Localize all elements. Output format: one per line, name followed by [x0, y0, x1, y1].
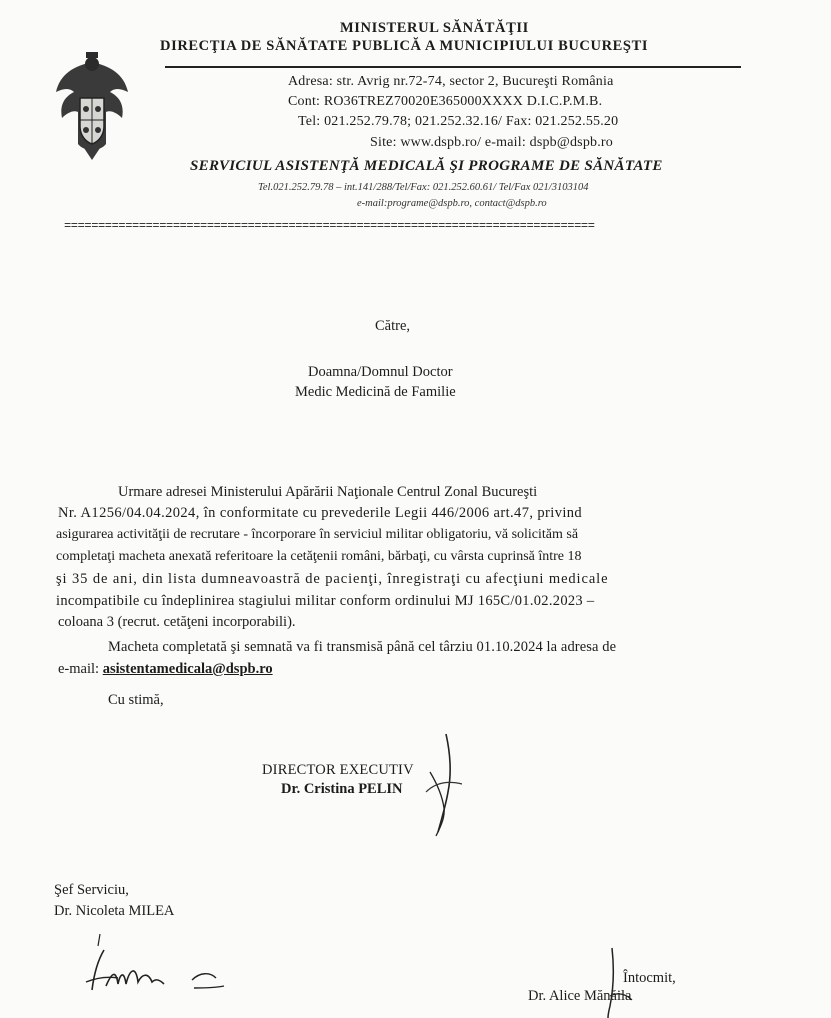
directorate-title: DIRECŢIA DE SĂNĂTATE PUBLICĂ A MUNICIPIULUI BUCUREŞTI — [160, 38, 649, 54]
romania-coat-of-arms-icon — [54, 48, 130, 160]
chief-title: Şef Serviciu, — [54, 882, 129, 898]
body-line: coloana 3 (recrut. cetăţeni incorporabili). — [58, 614, 296, 630]
body-line: Macheta completată şi semnată va fi transmisă până cel târziu 01.10.2024 la adresa de — [108, 639, 617, 655]
drafted-name: Dr. Alice Mănăila — [528, 988, 632, 1004]
bank-account-line: Cont: RO36TREZ70020E365000XXXX D.I.C.P.M.B. — [288, 94, 603, 109]
phone-line: Tel: 021.252.79.78; 021.252.32.16/ Fax: 021.252.55.20 — [298, 114, 619, 129]
chief-name: Dr. Nicoleta MILEA — [54, 903, 175, 919]
email-prefix: e-mail: — [58, 661, 103, 677]
service-title: SERVICIUL ASISTENŢĂ MEDICALĂ ŞI PROGRAME DE SĂNĂTATE — [190, 158, 663, 174]
body-line: şi 35 de ani, din lista dumneavoastră de pacienţi, înregistraţi cu afecţiuni medicale — [56, 571, 609, 587]
body-line: completaţi macheta anexată referitoare la cetăţenii români, bărbaţi, cu vârsta cuprinsă între 18 — [56, 549, 582, 564]
service-phone-line: Tel.021.252.79.78 – int.141/288/Tel/Fax: 021.252.60.61/ Tel/Fax 021/3103104 — [258, 182, 589, 193]
service-email-line: e-mail:programe@dspb.ro, contact@dspb.ro — [357, 198, 547, 209]
body-line: Nr. A1256/04.04.2024, în conformitate cu prevederile Legii 446/2006 art.47, privind — [58, 505, 583, 521]
body-line: Urmare adresei Ministerului Apărării Naţionale Centrul Zonal Bucureşti — [118, 484, 538, 500]
email-link[interactable]: asistentamedicala@dspb.ro — [102, 661, 273, 677]
body-line: asigurarea activităţii de recrutare - încorporare în serviciul militar obligatoriu, vă solicităm să — [56, 527, 579, 542]
body-line: incompatibile cu îndeplinirea stagiului militar conform ordinului MJ 165C/01.02.2023 – — [56, 593, 595, 609]
header-separator: ============================================================================== — [64, 219, 595, 233]
site-email-line: Site: www.dspb.ro/ e-mail: dspb@dspb.ro — [370, 135, 613, 150]
chief-signature — [82, 930, 232, 1010]
director-title: DIRECTOR EXECUTIV — [262, 762, 414, 778]
email-line — [58, 661, 273, 678]
recipient-line-1: Doamna/Domnul Doctor — [308, 364, 453, 380]
director-name: Dr. Cristina PELIN — [281, 781, 403, 797]
recipient-line-2: Medic Medicină de Familie — [295, 384, 456, 400]
recipient-to: Către, — [375, 318, 411, 334]
header-rule — [165, 66, 741, 68]
ministry-title: MINISTERUL SĂNĂTĂŢII — [340, 20, 529, 36]
closing: Cu stimă, — [108, 692, 164, 708]
drafted-signature — [598, 946, 638, 1018]
drafted-label: Întocmit, — [623, 970, 676, 986]
director-signature — [416, 732, 468, 842]
address-line: Adresa: str. Avrig nr.72-74, sector 2, Bucureşti România — [288, 74, 614, 89]
